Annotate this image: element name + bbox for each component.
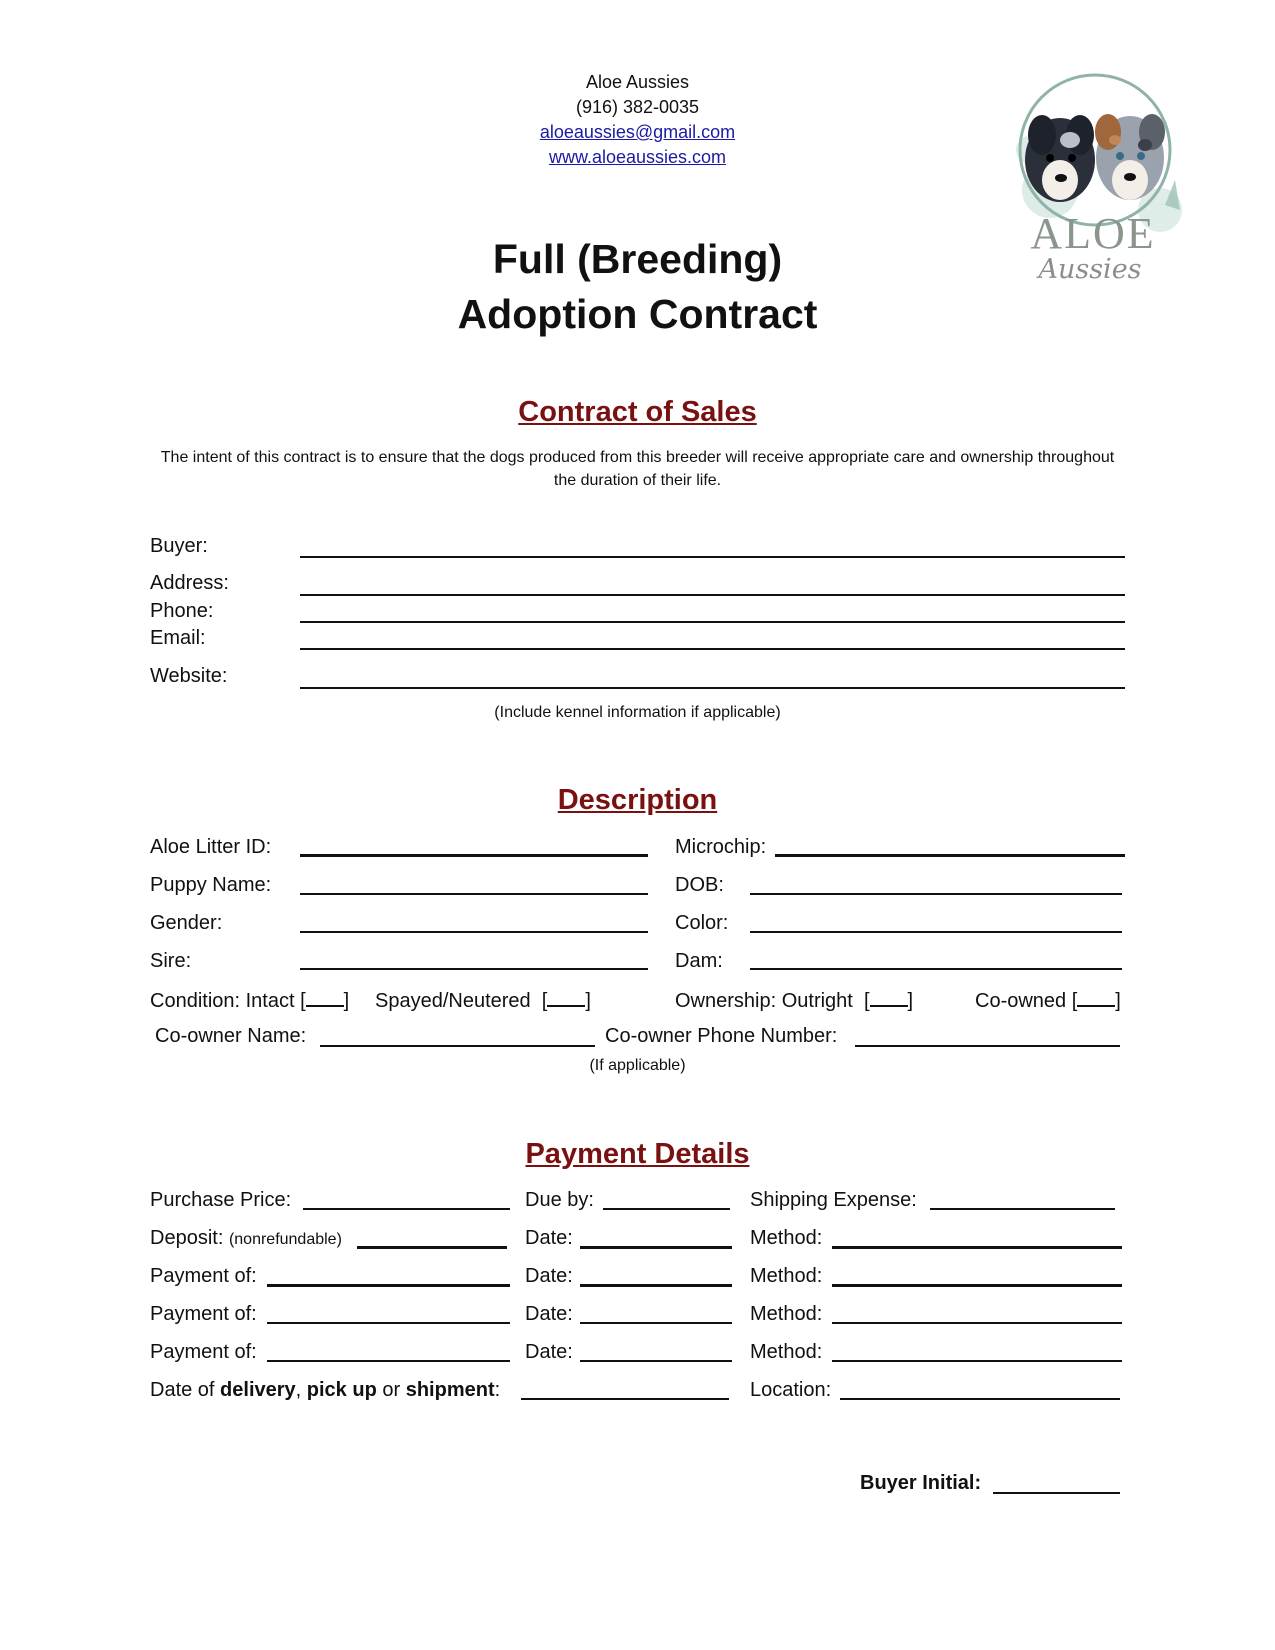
- pickup-word: pick up: [306, 1379, 377, 1401]
- coowned-label: Co-owned: [975, 990, 1067, 1012]
- dob-label: DOB:: [675, 874, 724, 896]
- buyer-initial-field[interactable]: [993, 1492, 1120, 1494]
- coowner-phone-field[interactable]: [855, 1045, 1120, 1047]
- website-link[interactable]: www.aloeaussies.com: [548, 147, 727, 167]
- deposit-method-field[interactable]: [832, 1246, 1122, 1249]
- payment-method-label-1: Method:: [750, 1265, 823, 1287]
- microchip-label: Microchip:: [675, 836, 767, 858]
- condition-intact-row: Condition: Intact [ ]: [150, 987, 349, 1013]
- address-label: Address:: [150, 572, 229, 594]
- payment-details-heading: Payment Details: [525, 1138, 750, 1170]
- coowner-phone-label: Co-owner Phone Number:: [605, 1025, 838, 1047]
- website-label: Website:: [150, 665, 228, 687]
- shipping-expense-label: Shipping Expense:: [750, 1189, 917, 1211]
- payment-method-field-3[interactable]: [832, 1360, 1122, 1362]
- delivery-date-row: Date of delivery, pick up or shipment:: [150, 1379, 501, 1401]
- sire-label: Sire:: [150, 950, 192, 972]
- payment-date-label-2: Date:: [525, 1303, 573, 1325]
- deposit-date-field[interactable]: [580, 1246, 732, 1249]
- deposit-date-label: Date:: [525, 1227, 573, 1249]
- payment-date-label-3: Date:: [525, 1341, 573, 1363]
- payment-date-field-1[interactable]: [580, 1284, 732, 1287]
- condition-intact-label: Condition: Intact: [150, 990, 295, 1012]
- coowned-checkbox[interactable]: [1077, 987, 1115, 1007]
- gender-field[interactable]: [300, 931, 648, 933]
- shipping-expense-field[interactable]: [930, 1208, 1115, 1210]
- gender-label: Gender:: [150, 912, 223, 934]
- delivery-date-field[interactable]: [521, 1398, 729, 1400]
- contract-of-sales-heading: Contract of Sales: [518, 396, 757, 428]
- purchase-price-field[interactable]: [303, 1208, 510, 1210]
- email-link[interactable]: aloeaussies@gmail.com: [539, 122, 736, 142]
- outright-checkbox[interactable]: [870, 987, 908, 1007]
- payment-of-field-2[interactable]: [267, 1322, 510, 1324]
- buyer-initial-label: Buyer Initial:: [860, 1472, 982, 1494]
- logo-text-aloe: ALOE: [1030, 209, 1156, 258]
- nonrefundable-label: (nonrefundable): [228, 1231, 342, 1248]
- contract-intro: The intent of this contract is to ensure that the dogs produced from this breeder will receive appropriate care and ownership throughout the duration of their life.: [160, 449, 1115, 489]
- ownership-outright-row: Ownership: Outright [ ]: [675, 987, 913, 1013]
- page-title: [0, 232, 1275, 342]
- puppy-name-label: Puppy Name:: [150, 874, 272, 896]
- if-applicable-note: (If applicable): [589, 1057, 686, 1074]
- website-field[interactable]: [300, 687, 1125, 689]
- title-line-2: Adoption Contract: [457, 291, 818, 337]
- color-field[interactable]: [750, 931, 1122, 933]
- business-name: Aloe Aussies: [585, 72, 690, 92]
- payment-of-field-1[interactable]: [267, 1284, 510, 1287]
- deposit-field[interactable]: [357, 1246, 507, 1249]
- email-label: Email:: [150, 627, 206, 649]
- due-by-label: Due by:: [525, 1189, 594, 1211]
- title-line-1: Full (Breeding): [492, 236, 783, 282]
- payment-of-label-2: Payment of:: [150, 1303, 257, 1325]
- deposit-label: Deposit:: [150, 1227, 224, 1249]
- payment-method-field-2[interactable]: [832, 1322, 1122, 1324]
- description-heading: Description: [557, 784, 718, 816]
- buyer-label: Buyer:: [150, 535, 208, 557]
- payment-of-field-3[interactable]: [267, 1360, 510, 1362]
- coowner-name-label: Co-owner Name:: [155, 1025, 307, 1047]
- payment-of-label-3: Payment of:: [150, 1341, 257, 1363]
- microchip-field[interactable]: [775, 854, 1125, 857]
- purchase-price-label: Purchase Price:: [150, 1189, 292, 1211]
- payment-of-label-1: Payment of:: [150, 1265, 257, 1287]
- kennel-note: (Include kennel information if applicable): [494, 704, 781, 721]
- business-phone: (916) 382-0035: [575, 97, 700, 117]
- coowned-row: Co-owned [ ]: [975, 987, 1121, 1013]
- coowner-name-field[interactable]: [320, 1045, 595, 1047]
- logo-text-aussies: Aussies: [1038, 254, 1142, 285]
- dam-field[interactable]: [750, 968, 1122, 970]
- spayed-neutered-label: Spayed/Neutered: [375, 990, 531, 1012]
- delivery-prefix: Date of: [150, 1379, 215, 1401]
- intact-checkbox[interactable]: [306, 987, 344, 1007]
- payment-date-label-1: Date:: [525, 1265, 573, 1287]
- spayed-row: Spayed/Neutered [ ]: [375, 987, 591, 1013]
- or-word: or: [382, 1379, 401, 1401]
- delivery-word: delivery: [220, 1379, 296, 1401]
- payment-date-field-2[interactable]: [580, 1322, 732, 1324]
- dob-field[interactable]: [750, 893, 1122, 895]
- location-field[interactable]: [840, 1398, 1120, 1400]
- phone-label: Phone:: [150, 600, 214, 622]
- payment-method-field-1[interactable]: [832, 1284, 1122, 1287]
- due-by-field[interactable]: [603, 1208, 730, 1210]
- spayed-neutered-checkbox[interactable]: [547, 987, 585, 1007]
- puppy-name-field[interactable]: [300, 893, 648, 895]
- payment-method-label-2: Method:: [750, 1303, 823, 1325]
- buyer-field[interactable]: [300, 556, 1125, 558]
- location-label: Location:: [750, 1379, 832, 1401]
- color-label: Color:: [675, 912, 729, 934]
- email-field[interactable]: [300, 648, 1125, 650]
- dam-label: Dam:: [675, 950, 723, 972]
- ownership-outright-label: Ownership: Outright: [675, 990, 853, 1012]
- shipment-word: shipment: [405, 1379, 495, 1401]
- phone-field[interactable]: [300, 621, 1125, 623]
- address-field[interactable]: [300, 594, 1125, 596]
- litter-id-label: Aloe Litter ID:: [150, 836, 272, 858]
- payment-method-label-3: Method:: [750, 1341, 823, 1363]
- deposit-method-label: Method:: [750, 1227, 823, 1249]
- litter-id-field[interactable]: [300, 854, 648, 857]
- sire-field[interactable]: [300, 968, 648, 970]
- deposit-row: [150, 1227, 342, 1250]
- payment-date-field-3[interactable]: [580, 1360, 732, 1362]
